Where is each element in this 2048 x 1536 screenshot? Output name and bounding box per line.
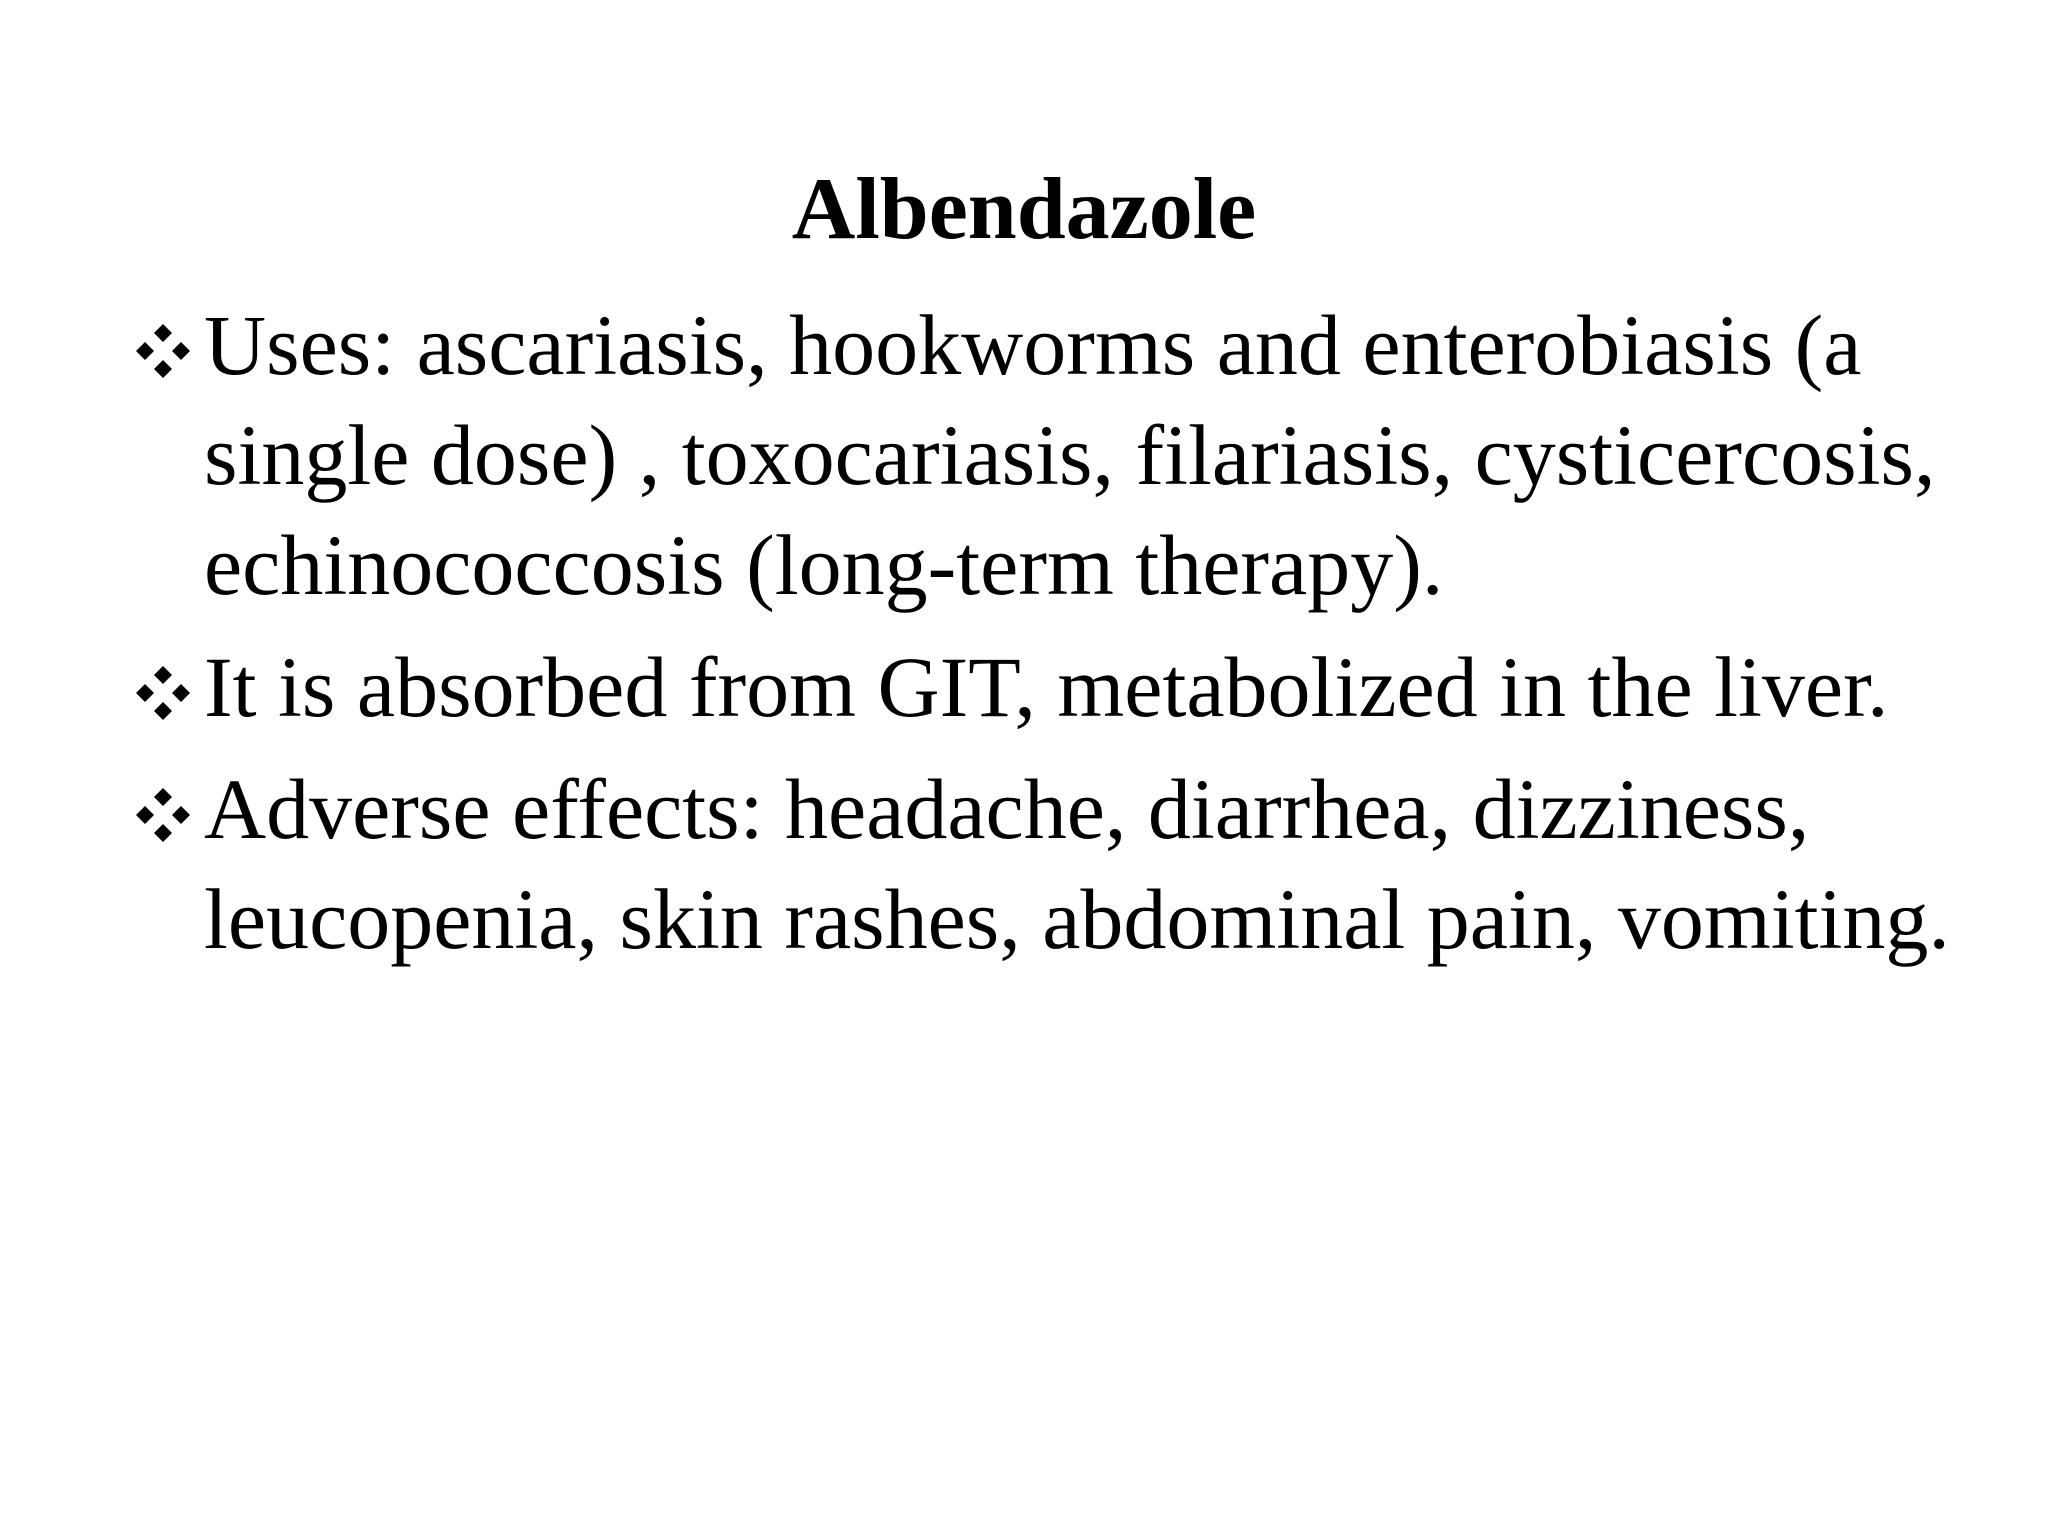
bullet-list [128, 290, 1988, 974]
four-diamond-bullet-icon [132, 784, 194, 846]
bullet-item-uses [128, 290, 1988, 620]
slide-title: Albendazole [791, 161, 1257, 258]
bullet-item-adverse-effects [128, 754, 1988, 974]
bullet-text: Uses: ascariasis, hookworms and enterobiasis (a single dose) , toxocariasis, filariasis, cysticercosis, echinococcosis (long-term therapy). [204, 297, 1936, 613]
bullet-text: It is absorbed from GIT, metabolized in the liver. [204, 639, 1889, 735]
bullet-text: Adverse effects: headache, diarrhea, dizziness, leucopenia, skin rashes, abdominal pain, vomiting. [204, 761, 1950, 967]
four-diamond-bullet-icon [132, 662, 194, 724]
four-diamond-bullet-icon [132, 320, 194, 382]
bullet-item-absorption [128, 632, 1988, 742]
